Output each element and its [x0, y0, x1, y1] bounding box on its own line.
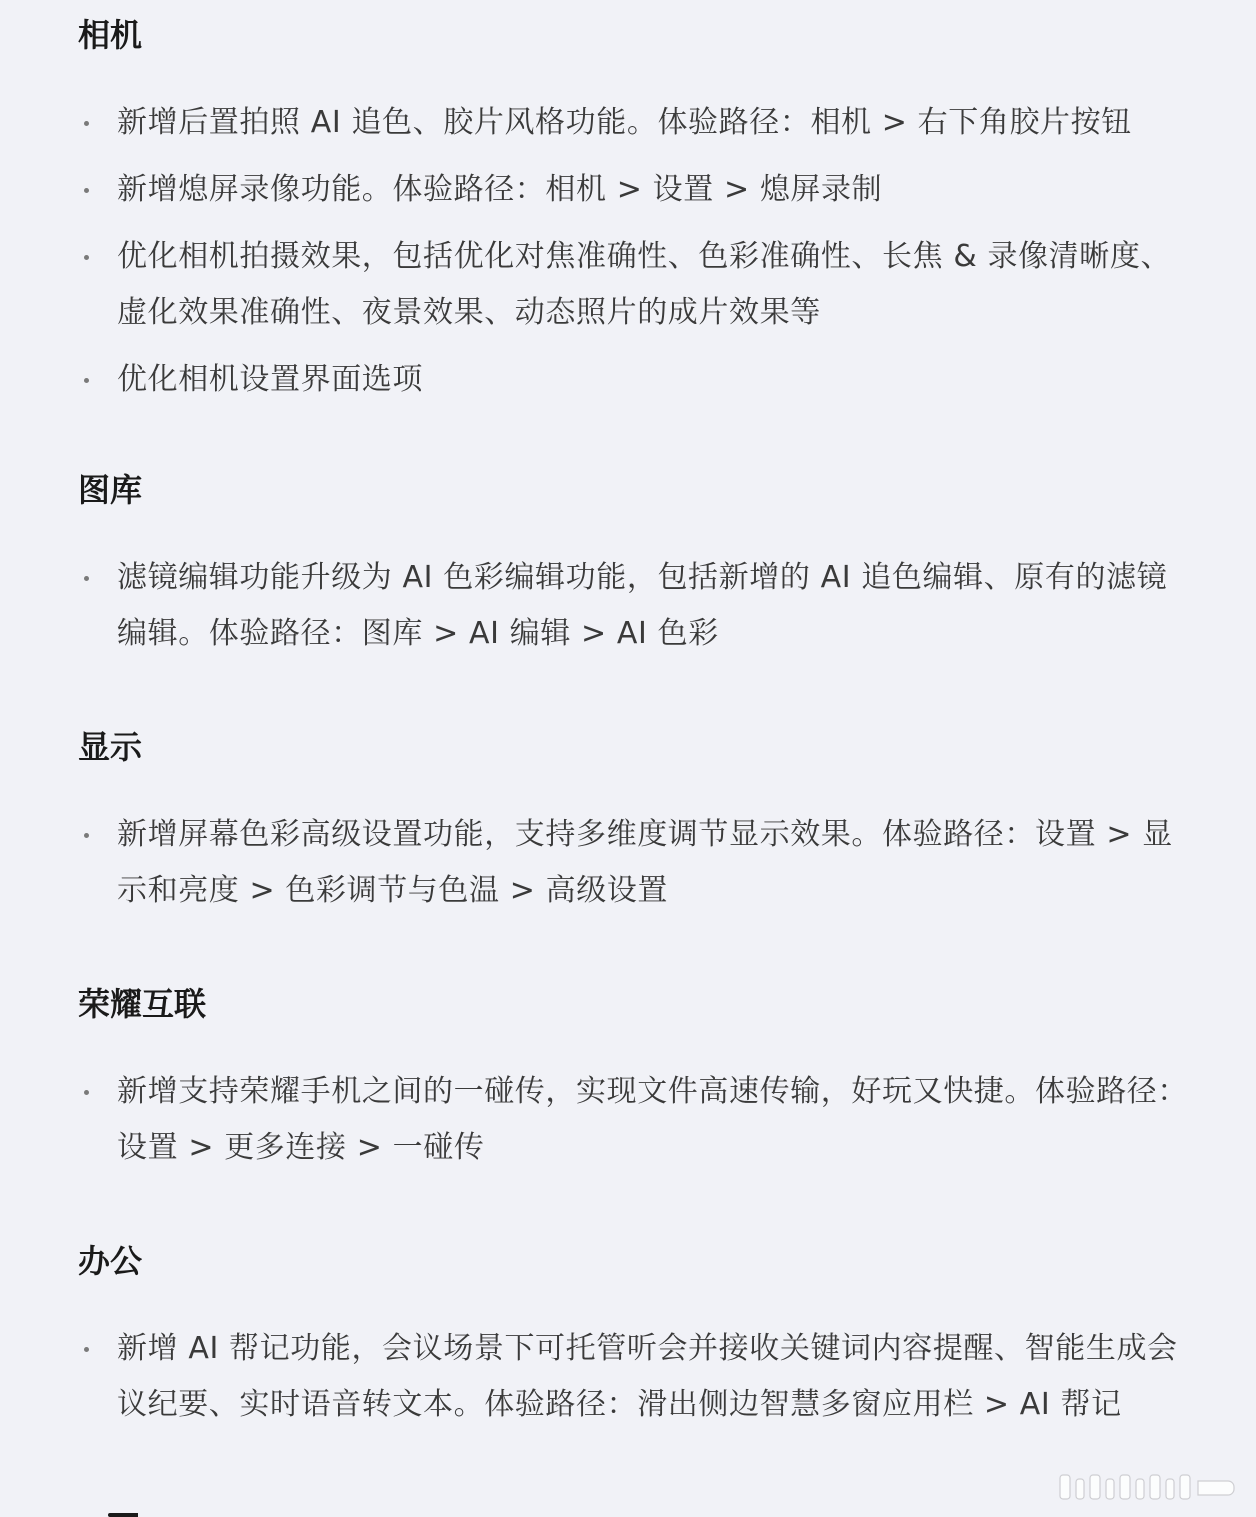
section-office: [78, 1241, 1188, 1433]
section-honor-connect: [78, 984, 1188, 1176]
list-item: [78, 229, 1188, 341]
item-text: 优化相机设置界面选项: [117, 362, 423, 397]
list-item: [78, 550, 1188, 662]
item-text: 新增后置拍照 AI 追色、胶片风格功能。体验路径：相机 > 右下角胶片按钮: [117, 105, 1132, 140]
bullet-dot-icon: [84, 833, 89, 838]
item-text: 新增屏幕色彩高级设置功能，支持多维度调节显示效果。体验路径：设置 > 显示和亮度 > 色彩调节与色温 > 高级设置: [117, 817, 1173, 908]
section-title: 办公: [78, 1242, 143, 1280]
section-gallery: [78, 470, 1188, 662]
section-title: 显示: [78, 728, 143, 766]
section-camera: [78, 15, 1188, 408]
item-text: 滤镜编辑功能升级为 AI 色彩编辑功能，包括新增的 AI 追色编辑、原有的滤镜编辑。体验路径：图库 > AI 编辑 > AI 色彩: [117, 560, 1168, 651]
item-list: [78, 95, 1188, 408]
item-list: [78, 550, 1188, 662]
release-notes: [78, 0, 1188, 1433]
bullet-dot-icon: [84, 255, 89, 260]
item-list: [78, 1064, 1188, 1176]
list-item: [78, 352, 1188, 408]
bullet-dot-icon: [84, 1347, 89, 1352]
item-text: 优化相机拍摄效果，包括优化对焦准确性、色彩准确性、长焦 & 录像清晰度、虚化效果准确性、夜景效果、动态照片的成片效果等: [117, 239, 1172, 330]
bullet-dot-icon: [84, 576, 89, 581]
section-title: 图库: [78, 471, 143, 509]
section-title: 荣耀互联: [78, 985, 207, 1023]
item-list: [78, 1321, 1188, 1433]
list-item: [78, 807, 1188, 919]
item-text: 新增 AI 帮记功能，会议场景下可托管听会并接收关键词内容提醒、智能生成会议纪要、实时语音转文本。体验路径：滑出侧边智慧多窗应用栏 > AI 帮记: [117, 1331, 1178, 1422]
bullet-dot-icon: [84, 188, 89, 193]
item-text: 新增支持荣耀手机之间的一碰传，实现文件高速传输，好玩又快捷。体验路径：设置 > 更多连接 > 一碰传: [117, 1074, 1188, 1165]
item-text: 新增熄屏录像功能。体验路径：相机 > 设置 > 熄屏录制: [117, 172, 883, 207]
bullet-dot-icon: [84, 1090, 89, 1095]
watermark-icon: [1052, 1469, 1242, 1503]
bullet-dot-icon: [84, 378, 89, 383]
list-item: [78, 1064, 1188, 1176]
list-item: [78, 1321, 1188, 1433]
item-list: [78, 807, 1188, 919]
next-section-title-cutoff: [78, 1503, 138, 1517]
list-item: [78, 162, 1188, 218]
section-display: [78, 727, 1188, 919]
list-item: [78, 95, 1188, 151]
section-title: 相机: [78, 16, 143, 54]
bullet-dot-icon: [84, 121, 89, 126]
